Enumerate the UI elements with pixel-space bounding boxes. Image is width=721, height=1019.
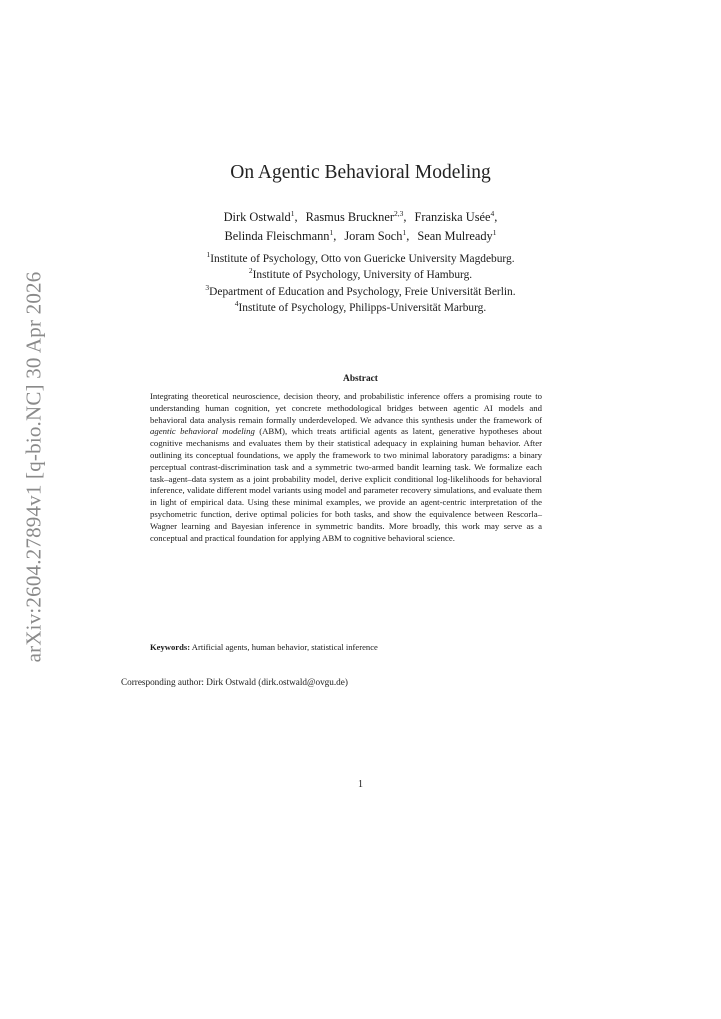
paper-title: On Agentic Behavioral Modeling (230, 162, 491, 183)
abstract-body (150, 391, 542, 544)
affiliation-line (0, 284, 721, 300)
affiliation-text: Department of Education and Psychology, Freie Universität Berlin. (209, 285, 516, 298)
author-name: Rasmus Bruckner (305, 210, 395, 224)
author-affiliation-mark: 4 (490, 209, 495, 218)
abstract-emphasis: agentic behavioral modeling (150, 426, 255, 437)
affiliation-number: 4 (234, 299, 239, 309)
arxiv-identifier-stamp: arXiv:2604.27894v1 [q-bio.NC] 30 Apr 2026 (21, 271, 46, 663)
abstract-text-part: (ABM), which treats artificial agents as latent, generative hypotheses about cognitive mechanisms and evaluates them by their statistical adequacy in explaining human behavior. After outlining its conceptual foundations, we apply the framework to two minimal laboratory paradigms: a binary perceptual contrast-discrimination task and a symmetric two-armed bandit learning task. We formalize each task–agent–data system as a joint probability model, derive explicit conditional log-likelihoods for behavioral inference, validate different model variants using model and parameter recovery simulations, and evaluate them in light of empirical data. Using these minimal examples, we provide an agent-centric interpretation of the psychometric function, derive optimal policies for both tasks, and show the equivalence between Rescorla–Wagner learning and Bayesian inference in symmetric bandits. More broadly, this work may serve as a conceptual and practical foundation for applying ABM to cognitive behavioral science. (150, 426, 542, 543)
author-name: Dirk Ostwald (223, 210, 291, 224)
author-affiliation-mark: 2,3 (394, 209, 404, 218)
keywords-line (150, 642, 542, 652)
corresponding-author-note: Corresponding author: Dirk Ostwald (dirk.ostwald@ovgu.de) (121, 677, 348, 687)
affiliation-number: 2 (248, 266, 253, 276)
affiliation-number: 3 (205, 282, 210, 292)
affiliation-line (0, 300, 721, 316)
author-name: Franziska Usée (414, 210, 491, 224)
affiliation-text: Institute of Psychology, Philipps-Universität Marburg. (238, 302, 487, 315)
author-affiliation-mark: 1 (402, 228, 407, 237)
author-affiliation-mark: 1 (290, 209, 295, 218)
affiliation-line (0, 251, 721, 267)
author-name: Sean Mulready (417, 229, 493, 243)
author-list: Dirk Ostwald$^1$, Rasmus Bruckner$^{2,3}$, Franziska Usée$^4$, Belinda Fleischmann$^1$, Joram Soch$^1$, Sean Mulready$^1$ (223, 209, 498, 243)
keywords-text: Artificial agents, human behavior, statistical inference (191, 642, 378, 652)
abstract-heading: Abstract (343, 374, 378, 384)
keywords-label: Keywords: (150, 642, 191, 652)
affiliation-list (0, 251, 721, 317)
affiliation-text: Institute of Psychology, University of Hamburg. (252, 269, 473, 282)
author-name: Belinda Fleischmann (224, 229, 330, 243)
page-number: 1 (358, 779, 363, 790)
affiliation-number: 1 (206, 250, 211, 259)
author-affiliation-mark: 1 (492, 228, 497, 237)
affiliation-line (0, 267, 721, 283)
author-affiliation-mark: 1 (329, 228, 334, 237)
author-name: Joram Soch (344, 229, 403, 243)
affiliation-text: Institute of Psychology, Otto von Guericke University Magdeburg. (210, 253, 515, 265)
abstract-text-part: Integrating theoretical neuroscience, decision theory, and probabilistic inference offers a promising route to understanding human cognition, yet concrete methodological bridges between agentic AI models and behavioral data analysis remain formally underdeveloped. We advance this synthesis under the framework of (150, 391, 542, 425)
